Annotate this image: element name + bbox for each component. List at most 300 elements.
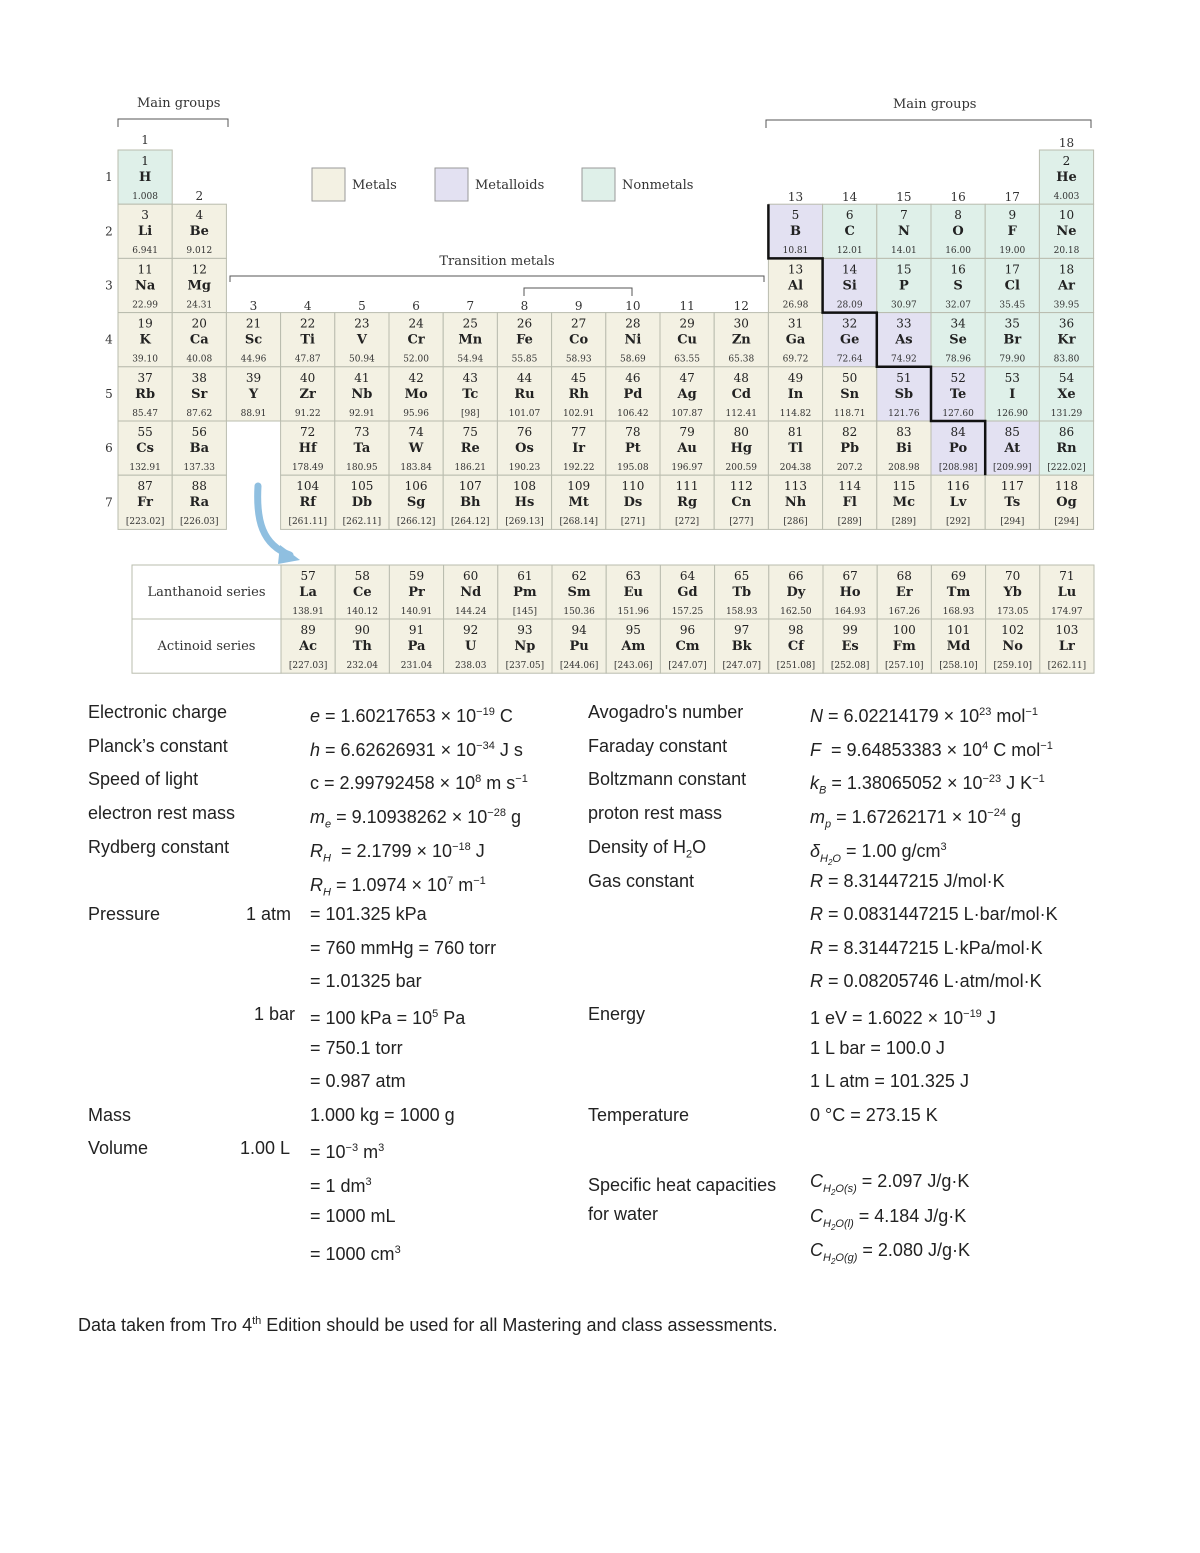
atomic-number: 106 xyxy=(404,479,428,494)
atomic-mass: 121.76 xyxy=(888,408,920,419)
atomic-number: 22 xyxy=(300,316,316,331)
element-ra xyxy=(172,475,226,529)
atomic-mass: 114.82 xyxy=(779,408,812,419)
atomic-number: 90 xyxy=(354,623,370,637)
element-cf xyxy=(769,619,823,673)
atomic-number: 43 xyxy=(462,370,478,385)
atomic-number: 14 xyxy=(842,262,858,277)
main-groups-label-right: Main groups xyxy=(893,97,977,112)
element-symbol: Pa xyxy=(407,639,426,654)
element-symbol: Ru xyxy=(514,386,535,402)
element-symbol: Ts xyxy=(1004,495,1021,511)
atomic-number: 25 xyxy=(462,316,478,331)
atomic-mass: 200.59 xyxy=(725,463,758,473)
atomic-mass: [271] xyxy=(620,517,646,528)
atomic-number: 99 xyxy=(842,623,858,637)
atomic-number: 63 xyxy=(625,569,641,583)
atomic-number: 44 xyxy=(516,370,533,385)
atomic-mass: 55.85 xyxy=(511,354,538,365)
element-nd xyxy=(444,565,498,619)
element-ne xyxy=(1039,204,1093,258)
atomic-number: 97 xyxy=(734,623,750,637)
proton-mass-label: proton rest mass xyxy=(588,803,723,823)
atomic-number: 89 xyxy=(300,623,316,637)
volume-value-1: = $10^{-3}$ $m^3$ xyxy=(310,1142,385,1162)
element-symbol: Bh xyxy=(460,495,481,511)
element-symbol: Cl xyxy=(1004,278,1020,294)
period-label-4: 4 xyxy=(105,332,113,347)
element-symbol: Mg xyxy=(187,278,212,294)
element-cn xyxy=(714,475,768,529)
atomic-mass: [262.11] xyxy=(1047,661,1087,671)
atomic-number: 77 xyxy=(571,425,587,439)
atomic-mass: 107.87 xyxy=(671,408,703,419)
element-symbol: Te xyxy=(949,386,967,402)
element-symbol: Og xyxy=(1056,495,1077,511)
gas-constant-value-2: R = 0.0831447215 L·bar/mol·K xyxy=(810,904,1058,924)
main-groups-label-left: Main groups xyxy=(137,96,221,111)
atomic-number: 57 xyxy=(300,569,316,583)
group-label-10: 10 xyxy=(625,299,641,313)
atomic-mass: 87.62 xyxy=(186,408,213,419)
atomic-mass: [286] xyxy=(783,517,808,528)
avogadro-value: $N = 6.02214179 \times 10^{23}$ mol$^{-1}$ xyxy=(810,706,1038,726)
element-symbol: O xyxy=(952,224,964,240)
element-symbol: Ar xyxy=(1058,278,1075,294)
group-label-1: 1 xyxy=(141,133,149,147)
element-symbol: Kr xyxy=(1057,332,1076,348)
group-label-11: 11 xyxy=(679,299,695,313)
group-label-14: 14 xyxy=(842,190,858,204)
atomic-mass: [251.08] xyxy=(776,661,816,671)
atomic-mass: [277] xyxy=(729,517,754,528)
element-symbol: Po xyxy=(949,441,968,456)
element-fe xyxy=(497,313,551,367)
element-cs xyxy=(118,421,172,475)
atomic-number: 112 xyxy=(729,479,753,494)
atomic-number: 71 xyxy=(1059,569,1075,583)
element-pm xyxy=(498,565,552,619)
atomic-mass: 127.60 xyxy=(942,408,974,419)
group-8-10-bracket xyxy=(524,288,632,296)
atomic-mass: [294] xyxy=(1054,517,1079,528)
element-u xyxy=(444,619,498,673)
pressure-unit-atm: 1 atm xyxy=(246,904,292,924)
atomic-number: 16 xyxy=(950,262,966,277)
element-cm xyxy=(660,619,714,673)
element-cu xyxy=(660,313,714,367)
atomic-mass: [289] xyxy=(891,517,917,528)
atomic-number: 4 xyxy=(195,208,204,223)
atomic-mass: 85.47 xyxy=(132,408,158,419)
element-al xyxy=(768,258,822,312)
element-symbol: Sn xyxy=(840,386,860,402)
rydberg-label: Rydberg constant xyxy=(88,837,230,857)
element-hf xyxy=(281,421,335,475)
element-symbol: B xyxy=(790,224,801,240)
element-er xyxy=(877,565,931,619)
atomic-mass: [247.07] xyxy=(722,661,761,671)
atomic-number: 88 xyxy=(191,479,207,494)
atomic-mass: 1.008 xyxy=(132,192,158,202)
pressure-bar-value-2: = 750.1 torr xyxy=(310,1038,403,1058)
atomic-mass: 151.96 xyxy=(617,607,650,617)
element-br xyxy=(985,313,1039,367)
atomic-number: 91 xyxy=(408,623,425,637)
element-symbol: Nd xyxy=(460,585,482,600)
element-symbol: Os xyxy=(515,441,534,456)
atomic-number: 105 xyxy=(350,479,374,494)
atomic-number: 87 xyxy=(137,479,153,494)
atomic-mass: 32.07 xyxy=(945,300,971,311)
atomic-mass: 173.05 xyxy=(996,607,1029,617)
atomic-number: 69 xyxy=(950,569,967,583)
element-symbol: Tb xyxy=(732,585,752,600)
element-symbol: Ds xyxy=(623,495,643,511)
lanthanoid-series-label: Lanthanoid series xyxy=(147,585,266,600)
element-hs xyxy=(497,475,551,529)
boltzmann-value: $k_B = 1.38065052 \times 10^{-23}$ J $K^{-1}$ xyxy=(810,773,1045,797)
energy-value-1: 1 eV = $1.6022 \times 10^{-19}$ J xyxy=(810,1008,996,1028)
atomic-mass: 26.98 xyxy=(782,300,809,311)
atomic-mass: 16.00 xyxy=(945,246,971,257)
group-label-12: 12 xyxy=(733,299,749,313)
atomic-number: 107 xyxy=(458,479,482,494)
element-te xyxy=(931,367,985,421)
element-symbol: Mo xyxy=(404,386,428,402)
specific-heat-value-1: $C_{H_2O(s)} = 2.097$ J/g·K xyxy=(810,1171,970,1197)
pressure-unit-bar: 1 bar xyxy=(254,1004,296,1024)
element-pa xyxy=(389,619,443,673)
atomic-mass: 50.94 xyxy=(349,354,375,365)
atomic-mass: 58.93 xyxy=(565,354,592,365)
atomic-number: 8 xyxy=(954,208,962,223)
atomic-number: 117 xyxy=(1000,479,1024,494)
atomic-number: 34 xyxy=(950,316,966,331)
element-np xyxy=(498,619,552,673)
atomic-number: 2 xyxy=(1062,154,1071,168)
element-symbol: P xyxy=(899,278,909,294)
atomic-number: 45 xyxy=(571,370,587,385)
atomic-number: 15 xyxy=(896,262,912,277)
element-symbol: Pd xyxy=(623,386,643,402)
element-symbol: Ce xyxy=(352,585,372,600)
element-symbol: Fm xyxy=(892,639,916,654)
atomic-mass: 186.21 xyxy=(454,463,487,473)
element-symbol: Ba xyxy=(189,441,210,456)
element-es xyxy=(823,619,877,673)
element-symbol: Rh xyxy=(568,386,589,402)
element-co xyxy=(552,313,606,367)
speed-of-light-label: Speed of light xyxy=(88,769,199,789)
pressure-bar-value-1: = 100 kPa = $10^5$ Pa xyxy=(310,1008,466,1028)
specific-heat-label-1: Specific heat capacities xyxy=(588,1175,777,1195)
atomic-number: 98 xyxy=(788,623,804,637)
atomic-number: 86 xyxy=(1058,425,1075,439)
pressure-atm-value-1: = 101.325 kPa xyxy=(310,904,427,924)
element-ac xyxy=(281,619,335,673)
atomic-number: 68 xyxy=(896,569,912,583)
element-symbol: Na xyxy=(134,278,156,294)
specific-heat-label-2: for water xyxy=(588,1204,659,1224)
atomic-number: 51 xyxy=(896,370,912,385)
element-tb xyxy=(715,565,769,619)
atomic-mass: 63.55 xyxy=(674,354,700,365)
atomic-number: 111 xyxy=(675,479,699,494)
element-symbol: Mn xyxy=(458,332,483,348)
element-rf xyxy=(281,475,335,529)
electronic-charge-value: $e = 1.60217653 \times 10^{-19}$ C xyxy=(310,706,513,726)
atomic-mass: 78.96 xyxy=(945,354,971,365)
atomic-mass: 65.38 xyxy=(728,354,755,365)
element-symbol: Lv xyxy=(949,495,967,511)
element-symbol: I xyxy=(1009,386,1016,402)
atomic-number: 73 xyxy=(354,425,370,439)
element-yb xyxy=(986,565,1040,619)
element-dy xyxy=(769,565,823,619)
atomic-mass: 174.97 xyxy=(1051,607,1083,617)
gas-constant-value-4: R = 0.08205746 L·atm/mol·K xyxy=(810,971,1042,991)
element-symbol: Bi xyxy=(895,441,912,456)
atomic-mass: 88.91 xyxy=(240,408,267,419)
element-am xyxy=(606,619,660,673)
transition-metals-label: Transition metals xyxy=(439,254,555,269)
element-po xyxy=(931,421,985,475)
element-symbol: Ne xyxy=(1056,224,1077,240)
pressure-atm-value-2: = 760 mmHg = 760 torr xyxy=(310,938,497,958)
atomic-number: 30 xyxy=(733,316,749,331)
atomic-mass: 157.25 xyxy=(671,607,704,617)
element-h xyxy=(118,150,172,204)
element-cr xyxy=(389,313,443,367)
element-symbol: Ir xyxy=(572,441,586,456)
atomic-number: 62 xyxy=(571,569,587,583)
element-mt xyxy=(552,475,606,529)
atomic-mass: 126.90 xyxy=(996,408,1029,419)
atomic-mass: 196.97 xyxy=(671,463,703,473)
element-symbol: No xyxy=(1002,639,1023,654)
element-fm xyxy=(877,619,931,673)
density-water-value: $\delta_{H_2O} = 1.00$ $g/cm^3$ xyxy=(810,841,947,867)
period-label-5: 5 xyxy=(105,386,113,401)
atomic-number: 54 xyxy=(1058,370,1075,385)
atomic-number: 113 xyxy=(784,479,807,494)
atomic-number: 40 xyxy=(300,370,316,385)
atomic-number: 50 xyxy=(842,370,858,385)
atomic-number: 11 xyxy=(137,262,153,277)
element-rg xyxy=(660,475,714,529)
atomic-mass: 190.23 xyxy=(508,463,541,473)
atomic-number: 67 xyxy=(842,569,858,583)
element-symbol: Sc xyxy=(244,332,263,348)
atomic-number: 96 xyxy=(679,623,696,637)
atomic-mass: 207.2 xyxy=(836,463,863,473)
element-symbol: Co xyxy=(569,332,589,348)
atomic-mass: 24.31 xyxy=(186,300,213,311)
element-symbol: Pb xyxy=(840,441,860,456)
atomic-number: 10 xyxy=(1058,208,1075,223)
atomic-mass: [269.13] xyxy=(505,517,544,528)
element-ar xyxy=(1039,258,1093,312)
legend-swatch-metalloids xyxy=(435,168,468,201)
element-symbol: Cd xyxy=(731,386,752,402)
legend-label-nonmetals: Nonmetals xyxy=(622,178,694,193)
atomic-mass: [264.12] xyxy=(451,517,490,528)
atomic-mass: 69.72 xyxy=(782,354,809,365)
atomic-number: 109 xyxy=(567,479,591,494)
element-symbol: Nh xyxy=(784,495,807,511)
atomic-mass: [266.12] xyxy=(396,517,436,528)
electron-mass-value: $m_e = 9.10938262 \times 10^{-28}$ g xyxy=(310,807,521,831)
atomic-number: 118 xyxy=(1055,479,1078,494)
specific-heat-value-3: $C_{H_2O(g)} = 2.080$ J/g·K xyxy=(810,1240,970,1266)
element-symbol: Sg xyxy=(406,495,426,511)
atomic-number: 95 xyxy=(625,623,641,637)
element-symbol: At xyxy=(1004,441,1021,456)
element-ca xyxy=(172,313,226,367)
atomic-number: 26 xyxy=(516,316,533,331)
element-symbol: Au xyxy=(677,441,697,456)
atomic-number: 18 xyxy=(1058,262,1075,277)
atomic-mass: [222.02] xyxy=(1047,463,1086,473)
element-symbol: Zn xyxy=(731,332,751,348)
atomic-number: 48 xyxy=(733,370,749,385)
element-symbol: Be xyxy=(189,224,209,240)
atomic-number: 116 xyxy=(946,479,970,494)
atomic-mass: 30.97 xyxy=(891,300,917,311)
element-symbol: C xyxy=(844,224,855,240)
atomic-number: 93 xyxy=(517,623,533,637)
atomic-mass: 158.93 xyxy=(725,607,758,617)
element-bk xyxy=(715,619,769,673)
element-c xyxy=(823,204,877,258)
atomic-mass: 167.26 xyxy=(888,607,921,617)
element-symbol: Ti xyxy=(300,332,316,348)
element-o xyxy=(931,204,985,258)
energy-label: Energy xyxy=(588,1004,646,1024)
element-symbol: Tm xyxy=(946,585,971,600)
element-he xyxy=(1039,150,1093,204)
atomic-number: 92 xyxy=(463,623,479,637)
element-p xyxy=(877,258,931,312)
specific-heat-value-2: $C_{H_2O(l)} = 4.184$ J/g·K xyxy=(810,1206,967,1232)
element-symbol: U xyxy=(465,639,477,654)
atomic-number: 17 xyxy=(1004,262,1020,277)
element-os xyxy=(497,421,551,475)
volume-unit: 1.00 L xyxy=(240,1138,291,1158)
element-symbol: Er xyxy=(895,585,913,600)
atomic-mass: 47.87 xyxy=(294,354,321,365)
element-symbol: Es xyxy=(841,639,859,654)
atomic-mass: 12.01 xyxy=(836,246,863,257)
atomic-mass: 162.50 xyxy=(780,607,812,617)
element-symbol: Cn xyxy=(731,495,752,511)
atomic-number: 36 xyxy=(1058,316,1075,331)
element-s xyxy=(931,258,985,312)
element-i xyxy=(985,367,1039,421)
atomic-mass: [292] xyxy=(945,517,971,528)
atomic-mass: 92.91 xyxy=(349,408,375,419)
group-label-5: 5 xyxy=(358,299,366,313)
atomic-mass: [223.02] xyxy=(125,517,165,528)
element-si xyxy=(823,258,877,312)
atomic-mass: [257.10] xyxy=(885,661,924,671)
element-mn xyxy=(443,313,497,367)
atomic-number: 84 xyxy=(950,425,966,439)
element-symbol: Fl xyxy=(842,495,857,511)
element-symbol: Rf xyxy=(299,495,316,511)
volume-value-2: = 1 $dm^3$ xyxy=(310,1176,372,1196)
atomic-number: 31 xyxy=(787,316,804,331)
atomic-number: 75 xyxy=(462,425,478,439)
atomic-mass: 137.33 xyxy=(183,463,216,473)
element-b xyxy=(768,204,822,258)
element-symbol: Lr xyxy=(1058,639,1075,654)
main-groups-bracket-left xyxy=(118,119,228,127)
element-symbol: Ag xyxy=(677,386,697,402)
atomic-mass: 138.91 xyxy=(292,607,324,617)
legend-label-metalloids: Metalloids xyxy=(475,178,545,193)
element-symbol: Si xyxy=(842,278,857,294)
atomic-mass: 39.95 xyxy=(1053,300,1080,311)
atomic-mass: [294] xyxy=(1000,517,1025,528)
atomic-number: 66 xyxy=(788,569,804,583)
atomic-number: 85 xyxy=(1004,425,1020,439)
element-ru xyxy=(497,367,551,421)
atomic-mass: 102.91 xyxy=(562,408,595,419)
element-symbol: Yb xyxy=(1003,585,1022,600)
atomic-number: 101 xyxy=(947,623,970,637)
group-label-4: 4 xyxy=(303,299,312,313)
element-bi xyxy=(877,421,931,475)
element-symbol: Ta xyxy=(353,441,371,456)
atomic-number: 20 xyxy=(191,316,207,331)
atomic-number: 12 xyxy=(191,262,207,277)
element-n xyxy=(877,204,931,258)
element-hg xyxy=(714,421,768,475)
atomic-number: 6 xyxy=(845,208,854,223)
planck-label: Planck’s constant xyxy=(88,736,228,756)
atomic-mass: 140.12 xyxy=(346,607,379,617)
atomic-number: 49 xyxy=(787,370,804,385)
element-mg xyxy=(172,258,226,312)
atomic-mass: 4.003 xyxy=(1053,192,1080,202)
element-symbol: Ac xyxy=(299,639,318,654)
atomic-mass: 91.22 xyxy=(294,408,321,419)
atomic-mass: 183.84 xyxy=(400,463,432,473)
atomic-number: 13 xyxy=(787,262,804,277)
atomic-mass: [289] xyxy=(837,517,862,528)
element-sn xyxy=(823,367,877,421)
atomic-number: 3 xyxy=(141,208,149,223)
element-v xyxy=(335,313,389,367)
atomic-mass: 101.07 xyxy=(508,408,541,419)
element-au xyxy=(660,421,714,475)
atomic-mass: 83.80 xyxy=(1053,354,1080,365)
atomic-mass: 35.45 xyxy=(999,300,1026,311)
atomic-mass: 204.38 xyxy=(779,463,812,473)
element-rb xyxy=(118,367,172,421)
atomic-mass: [259.10] xyxy=(993,661,1032,671)
volume-value-3: = 1000 mL xyxy=(310,1206,396,1226)
element-fl xyxy=(823,475,877,529)
element-sc xyxy=(226,313,280,367)
element-cd xyxy=(714,367,768,421)
element-symbol: Tl xyxy=(788,441,803,456)
atomic-mass: 52.00 xyxy=(403,354,429,365)
element-mc xyxy=(877,475,931,529)
atomic-mass: [244.06] xyxy=(559,661,599,671)
